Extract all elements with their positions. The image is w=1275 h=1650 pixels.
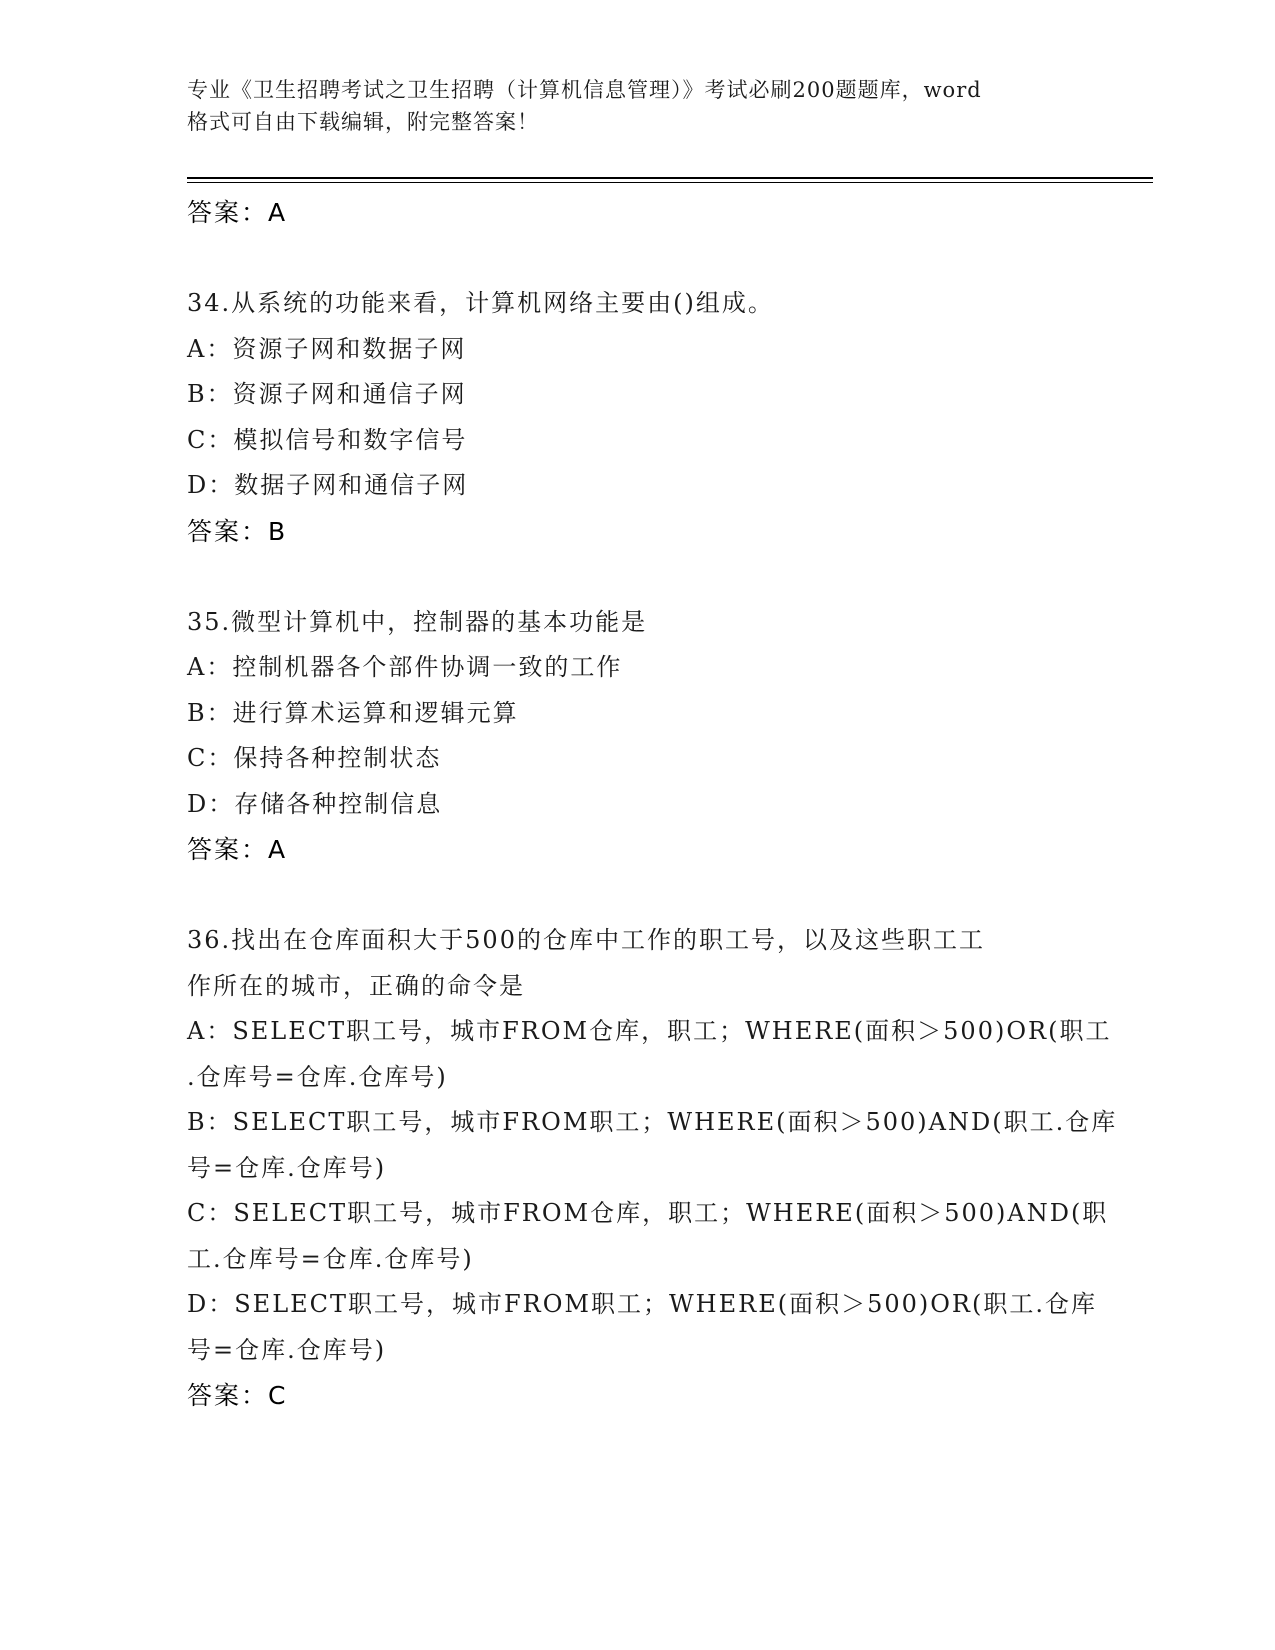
option-d: D：数据子网和通信子网 <box>187 471 469 499</box>
question-body <box>187 190 1118 1419</box>
header-rule-thick <box>187 177 1153 179</box>
spacer <box>187 554 1087 600</box>
option-c-line-2: 工.仓库号=仓库.仓库号) <box>187 1244 474 1273</box>
spacer <box>187 236 1087 282</box>
header-title-line-2: 格式可自由下载编辑，附完整答案！ <box>187 110 539 134</box>
question-35 <box>187 600 1087 873</box>
option-b: B：资源子网和通信子网 <box>187 380 467 408</box>
question-34 <box>187 281 1087 554</box>
answer: 答案：B <box>187 516 288 546</box>
option-a: A：资源子网和数据子网 <box>187 334 467 363</box>
answer: 答案：A <box>187 835 288 864</box>
answer: 答案：C <box>187 1381 288 1410</box>
page-header <box>187 74 1087 138</box>
option-c: C：保持各种控制状态 <box>187 744 442 772</box>
question-stem: 34.从系统的功能来看，计算机网络主要由()组成。 <box>187 289 774 317</box>
answer-prev-question: 答案：A <box>187 198 288 227</box>
question-stem-line-2: 作所在的城市，正确的命令是 <box>187 971 525 1000</box>
option-b-line-1: B：SELECT职工号，城市FROM职工；WHERE(面积＞500)AND(职工.仓库 <box>187 1108 1118 1136</box>
option-a-line-2: .仓库号=仓库.仓库号) <box>187 1062 448 1091</box>
option-c: C：模拟信号和数字信号 <box>187 425 468 454</box>
option-b: B：进行算术运算和逻辑元算 <box>187 698 519 727</box>
option-a-line-1: A：SELECT职工号，城市FROM仓库，职工；WHERE(面积＞500)OR(职工 <box>187 1017 1112 1045</box>
question-stem-line-1: 36.找出在仓库面积大于500的仓库中工作的职工号，以及这些职工工 <box>187 926 985 954</box>
option-c-line-1: C：SELECT职工号，城市FROM仓库，职工；WHERE(面积＞500)AND(职 <box>187 1199 1109 1227</box>
option-d: D：存储各种控制信息 <box>187 789 443 818</box>
spacer <box>187 873 1087 919</box>
option-d-line-1: D：SELECT职工号，城市FROM职工；WHERE(面积＞500)OR(职工.仓库 <box>187 1290 1097 1318</box>
header-rule-thin <box>187 182 1153 183</box>
option-d-line-2: 号=仓库.仓库号) <box>187 1335 387 1364</box>
question-36 <box>187 918 1118 1419</box>
header-title-line-1: 专业《卫生招聘考试之卫生招聘（计算机信息管理）》考试必刷200题题库，word <box>187 78 982 102</box>
question-stem: 35.微型计算机中，控制器的基本功能是 <box>187 607 648 636</box>
option-a: A：控制机器各个部件协调一致的工作 <box>187 653 623 681</box>
option-b-line-2: 号=仓库.仓库号) <box>187 1153 387 1182</box>
